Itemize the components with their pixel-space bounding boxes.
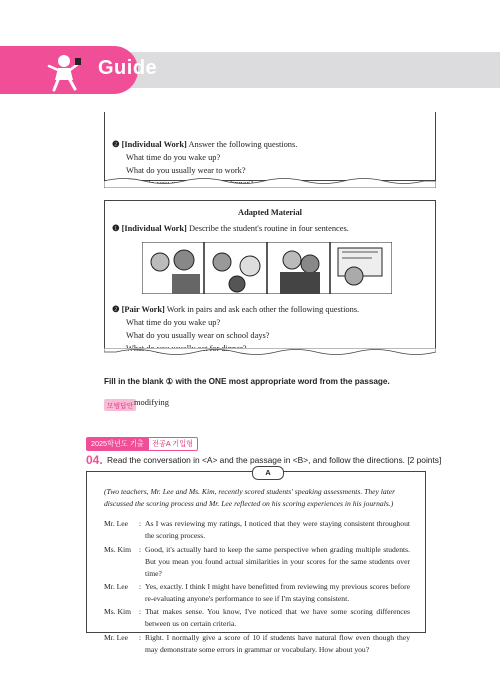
utterance: Good, it's actually hard to keep the same perspective when grading multiple students. But you mean you found actual similarities in your scores for the same students over time? xyxy=(145,544,410,578)
header-grey-bar xyxy=(110,52,500,88)
speaker-name: Ms. Kim xyxy=(104,544,132,554)
question-type-badge: 전공A 기입형 xyxy=(147,437,198,451)
adapted-question: What do you usually wear on school days? xyxy=(126,331,270,341)
question-number: 04. xyxy=(86,453,103,467)
model-answer-text: modifying xyxy=(134,398,169,407)
question-instruction: Fill in the blank ① with the ONE most appropriate word from the passage. xyxy=(104,377,390,386)
speaker-name: Ms. Kim xyxy=(104,607,132,617)
dialogue-line: Mr. Lee : As I was reviewing my ratings, I noticed that they were staying consistent throughout the scoring process. xyxy=(104,518,410,542)
adapted-title: Adapted Material xyxy=(238,208,302,217)
mascot-illustration-icon xyxy=(44,52,84,92)
utterance: Yes, exactly. I think I might have benefitted from reviewing my previous scores before re-evaluating anyone's performance to see if I'm staying consistent. xyxy=(145,581,410,604)
upper-task2-text: Answer the following questions. xyxy=(188,140,298,149)
upper-question: What do you usually wear to work? xyxy=(126,166,246,176)
adapted-task2-label: ❷ [Pair Work] xyxy=(112,305,165,314)
speaker-name: Mr. Lee xyxy=(104,632,129,642)
utterance: That makes sense. You know, I've noticed that we have some scoring differences between us on certain criteria. xyxy=(145,607,410,629)
page-title: Guide xyxy=(98,57,158,79)
dialogue-line: Mr. Lee : Right. I normally give a score of 10 if students have natural flow even though they may demonstrate some errors in grammar or vocabulary. How about you? xyxy=(104,632,410,656)
dialogue-line: Mr. Lee : Yes, exactly. I think I might have benefitted from reviewing my previous scores before re-evaluating anyone's performance to see if I'm staying consistent. xyxy=(104,581,410,605)
utterance: Right. I normally give a score of 10 if students have natural flow even though they may demonstrate some errors in grammar or vocabulary. How about you? xyxy=(145,632,410,654)
adapted-task2-text: Work in pairs and ask each other the following questions. xyxy=(166,305,360,314)
speaker-name: Mr. Lee xyxy=(104,519,129,529)
conversation-body xyxy=(104,486,410,657)
routine-comic-strip xyxy=(142,242,392,294)
adapted-question: What time do you wake up? xyxy=(126,318,221,328)
question-points: [2 points] xyxy=(407,455,442,465)
torn-edge-divider xyxy=(104,348,436,358)
dialogue-line: Ms. Kim : Good, it's actually hard to keep the same perspective when grading multiple students. But you mean you found actual similarities in your scores for the same students over time? xyxy=(104,544,410,580)
speaker-name: Mr. Lee xyxy=(104,581,129,591)
adapted-task1-text: Describe the student's routine in four sentences. xyxy=(188,224,349,233)
model-answer-badge: 모범답안 xyxy=(104,399,136,411)
exam-year-badge: 2025학년도 기출 xyxy=(86,437,149,451)
upper-task2-label: ❷ [Individual Work] xyxy=(112,140,187,149)
utterance: As I was reviewing my ratings, I noticed that they were staying consistent throughout the scoring process. xyxy=(145,519,410,541)
dialogue-line: Ms. Kim : That makes sense. You know, I've noticed that we have some scoring differences between us on certain criteria. xyxy=(104,606,410,630)
question-prompt: Read the conversation in <A> and the passage in <B>, and follow the directions. xyxy=(107,455,405,465)
upper-question: What time do you wake up? xyxy=(126,153,221,163)
question-text xyxy=(107,455,441,465)
adapted-task1-label: ❶ [Individual Work] xyxy=(112,224,187,233)
conversation-intro: (Two teachers, Mr. Lee and Ms. Kim, recently scored students' speaking assessments. They later discussed the scoring process and Mr. Lee reflected on his scoring experiences in his journals.) xyxy=(104,487,396,509)
torn-edge-divider xyxy=(104,178,436,188)
conversation-box-label: A xyxy=(252,466,284,480)
